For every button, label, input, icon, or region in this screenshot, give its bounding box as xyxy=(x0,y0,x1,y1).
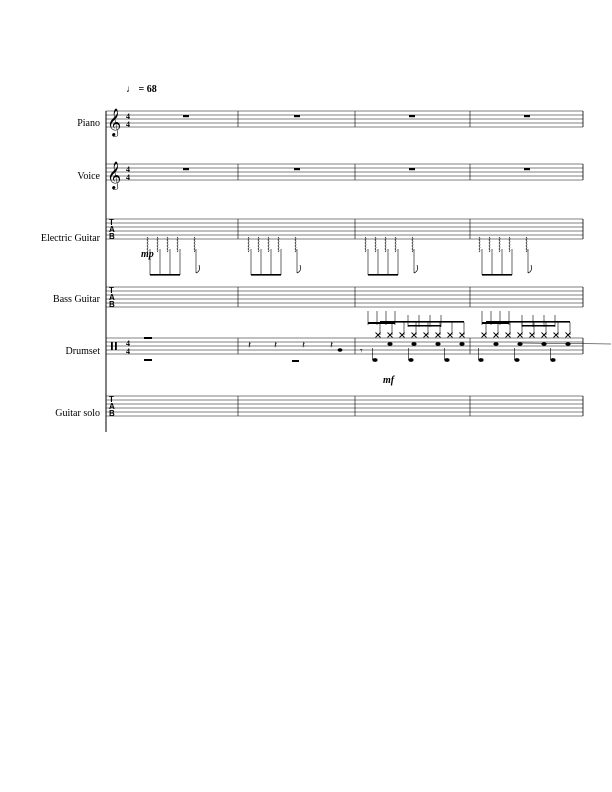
instrument-label-bass-guitar: Bass Guitar xyxy=(53,294,100,305)
dynamic-mf: mf xyxy=(383,375,395,386)
dynamic-mp: mp xyxy=(141,249,154,260)
notehead xyxy=(478,358,483,362)
percussion-clef-icon xyxy=(111,342,113,350)
time-signature-denominator: 4 xyxy=(126,120,130,129)
notehead xyxy=(372,358,377,362)
tab-clef-letter: A xyxy=(109,402,115,411)
treble-clef-icon: 𝄞 xyxy=(107,163,122,189)
notehead xyxy=(493,342,498,346)
instrument-label-guitar-solo: Guitar solo xyxy=(55,408,100,419)
tab-clef-letter: A xyxy=(109,293,115,302)
note-flag-icon xyxy=(528,265,532,273)
tab-clef-letter: T xyxy=(109,286,114,295)
notehead xyxy=(517,342,522,346)
note-flag-icon xyxy=(414,265,418,273)
quarter-rest-icon: 𝄽 xyxy=(274,340,278,351)
quarter-rest-icon: 𝄽 xyxy=(330,340,334,351)
note-beam xyxy=(368,274,398,276)
whole-rest-icon xyxy=(524,115,530,117)
notehead xyxy=(435,342,440,346)
whole-rest-icon xyxy=(183,115,189,117)
whole-rest-icon xyxy=(524,168,530,170)
tab-clef-letter: B xyxy=(109,300,115,309)
quarter-rest-icon: 𝄽 xyxy=(302,340,306,351)
note-beam xyxy=(251,274,281,276)
whole-rest-icon xyxy=(294,168,300,170)
tab-clef-letter: B xyxy=(109,232,115,241)
tempo-value: = 68 xyxy=(138,84,157,95)
note-beam xyxy=(380,321,464,323)
time-signature-denominator: 4 xyxy=(126,173,130,182)
notehead xyxy=(459,342,464,346)
notehead xyxy=(550,358,555,362)
notehead xyxy=(387,342,392,346)
instrument-label-electric-guitar: Electric Guitar xyxy=(40,233,100,244)
instrument-label-voice: Voice xyxy=(77,171,100,182)
note-beam xyxy=(150,274,180,276)
whole-rest-icon xyxy=(144,337,152,339)
tab-clef-letter: T xyxy=(109,218,114,227)
whole-rest-icon xyxy=(294,115,300,117)
whole-rest-icon xyxy=(183,168,189,170)
note-beam xyxy=(486,321,570,323)
eighth-rest-icon: 𝄾 xyxy=(360,346,363,357)
tab-clef-letter: T xyxy=(109,395,114,404)
time-signature-numerator: 4 xyxy=(126,112,130,121)
note-flag-icon xyxy=(297,265,301,273)
notehead xyxy=(338,348,343,351)
tab-clef-letter: A xyxy=(109,225,115,234)
notation-layer xyxy=(107,109,611,418)
notehead xyxy=(541,342,546,346)
notehead xyxy=(514,358,519,362)
staff-system xyxy=(106,111,583,432)
note-beam xyxy=(482,274,512,276)
note-beam xyxy=(522,325,555,327)
quarter-note-icon: ♩ xyxy=(126,84,136,95)
whole-rest-icon xyxy=(409,168,415,170)
instrument-label-drumset: Drumset xyxy=(65,346,100,357)
treble-clef-icon: 𝄞 xyxy=(107,110,122,136)
note-beam xyxy=(408,325,441,327)
tab-clef-letter: B xyxy=(109,409,115,418)
notehead xyxy=(444,358,449,362)
notehead xyxy=(565,342,570,346)
time-signature-denominator: 4 xyxy=(126,347,130,356)
notehead xyxy=(411,342,416,346)
whole-rest-icon xyxy=(292,360,299,362)
time-signature-numerator: 4 xyxy=(126,339,130,348)
whole-rest-icon xyxy=(144,359,152,361)
note-flag-icon xyxy=(196,265,200,273)
notehead xyxy=(408,358,413,362)
instrument-label-piano: Piano xyxy=(77,118,100,129)
percussion-clef-icon xyxy=(115,342,117,350)
quarter-rest-icon: 𝄽 xyxy=(248,340,252,351)
whole-rest-icon xyxy=(409,115,415,117)
time-signature-numerator: 4 xyxy=(126,165,130,174)
